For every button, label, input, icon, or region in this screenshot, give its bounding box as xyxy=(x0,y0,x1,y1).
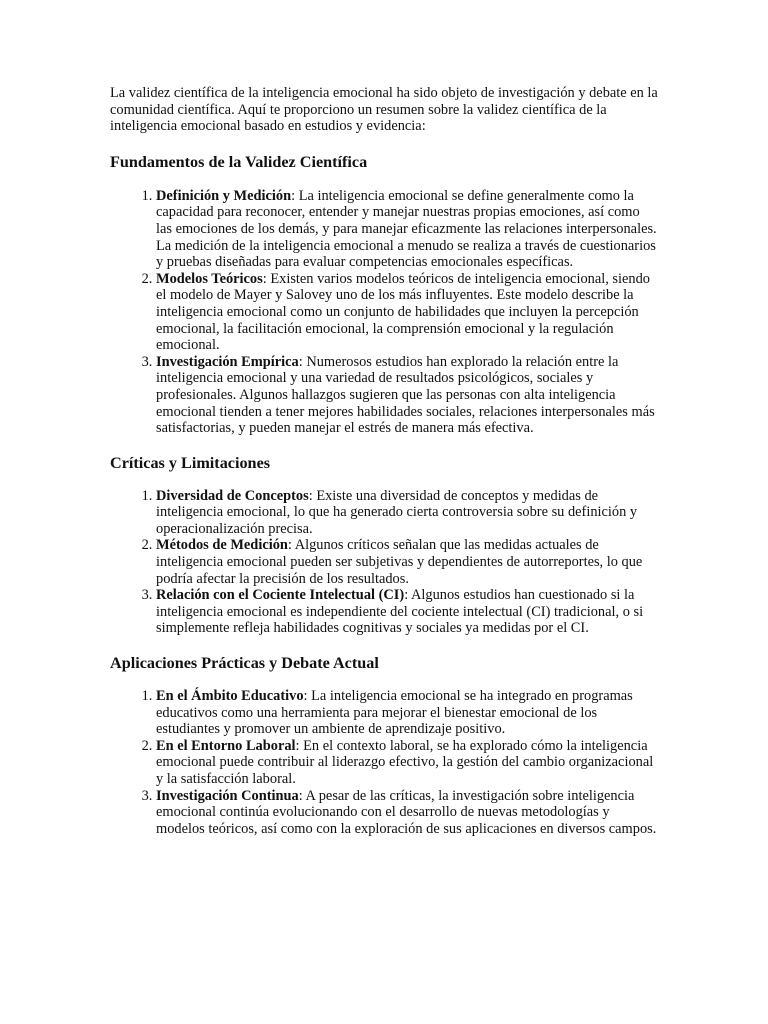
item-text: : La inteligencia emocional se ha integrado en programas educativos como una herramienta para mejorar el bienestar emocional de los estudiantes y promover un ambiente de aprendizaje positivo. xyxy=(156,688,633,738)
list-fundamentos xyxy=(110,188,658,437)
list-item xyxy=(156,488,658,538)
item-term: Definición y Medición xyxy=(156,187,292,204)
list-item xyxy=(156,188,658,271)
section-heading-fundamentos: Fundamentos de la Validez Científica xyxy=(110,152,368,171)
section-heading-criticas: Críticas y Limitaciones xyxy=(110,453,271,472)
item-text: : La inteligencia emocional se define generalmente como la capacidad para reconocer, entender y manejar nuestras propias emociones, así como las emociones de los demás, y para manejar eficazmente las relaciones interpersonales. La medición de la inteligencia emocional a menudo se realiza a través de cuestionarios y pruebas diseñadas para evaluar competencias emocionales específicas. xyxy=(156,187,657,271)
list-aplicaciones xyxy=(110,688,658,837)
item-term: Métodos de Medición xyxy=(156,537,288,554)
list-item xyxy=(156,688,658,738)
item-text: : En el contexto laboral, se ha explorado cómo la inteligencia emocional puede contribuir al liderazgo efectivo, la gestión del cambio organizacional y la satisfacción laboral. xyxy=(156,737,654,787)
item-text: : Numerosos estudios han explorado la relación entre la inteligencia emocional y una variedad de resultados psicológicos, sociales y profesionales. Algunos hallazgos sugieren que las personas con alta inteligencia emocional tienden a tener mejores habilidades sociales, relaciones interpersonales más satisfactorias, y pueden manejar el estrés de manera más efectiva. xyxy=(156,353,655,437)
intro-paragraph: La validez científica de la inteligencia emocional ha sido objeto de investigación y debate en la comunidad científica. Aquí te proporciono un resumen sobre la validez científica de la inteligencia emocional basado en estudios y evidencia: xyxy=(110,85,658,135)
list-item xyxy=(156,537,658,587)
list-item xyxy=(156,587,658,637)
item-text: : Existe una diversidad de conceptos y medidas de inteligencia emocional, lo que ha generado cierta controversia sobre su definición y operacionalización precisa. xyxy=(156,487,638,537)
item-text: : A pesar de las críticas, la investigación sobre inteligencia emocional continúa evolucionando con el desarrollo de nuevas metodologías y modelos teóricos, así como con la exploración de sus aplicaciones en diversos campos. xyxy=(156,787,657,837)
list-item xyxy=(156,354,658,437)
item-term: En el Entorno Laboral xyxy=(156,737,296,754)
item-term: Relación con el Cociente Intelectual (CI) xyxy=(156,587,405,604)
list-item xyxy=(156,788,658,838)
item-term: Investigación Empírica xyxy=(156,353,299,370)
item-term: Modelos Teóricos xyxy=(156,270,263,287)
list-item xyxy=(156,738,658,788)
item-term: En el Ámbito Educativo xyxy=(156,688,304,705)
item-text: : Algunos críticos señalan que las medidas actuales de inteligencia emocional pueden ser subjetivas y dependientes de autorreportes, lo que podría afectar la precisión de los resultados. xyxy=(156,537,643,587)
section-heading-aplicaciones: Aplicaciones Prácticas y Debate Actual xyxy=(110,654,379,673)
item-term: Diversidad de Conceptos xyxy=(156,487,309,504)
list-criticas xyxy=(110,488,658,637)
item-term: Investigación Continua xyxy=(156,787,299,804)
item-text: : Existen varios modelos teóricos de inteligencia emocional, siendo el modelo de Mayer y Salovey uno de los más influyentes. Este modelo describe la inteligencia emocional como un conjunto de habilidades que incluyen la percepción emocional, la facilitación emocional, la comprensión emocional y la regulación emocional. xyxy=(156,270,650,354)
item-text: : Algunos estudios han cuestionado si la inteligencia emocional es independiente del cociente intelectual (CI) tradicional, o si simplemente refleja habilidades cognitivas y sociales ya medidas por el CI. xyxy=(156,587,644,637)
document-page xyxy=(110,85,658,837)
list-item xyxy=(156,271,658,354)
